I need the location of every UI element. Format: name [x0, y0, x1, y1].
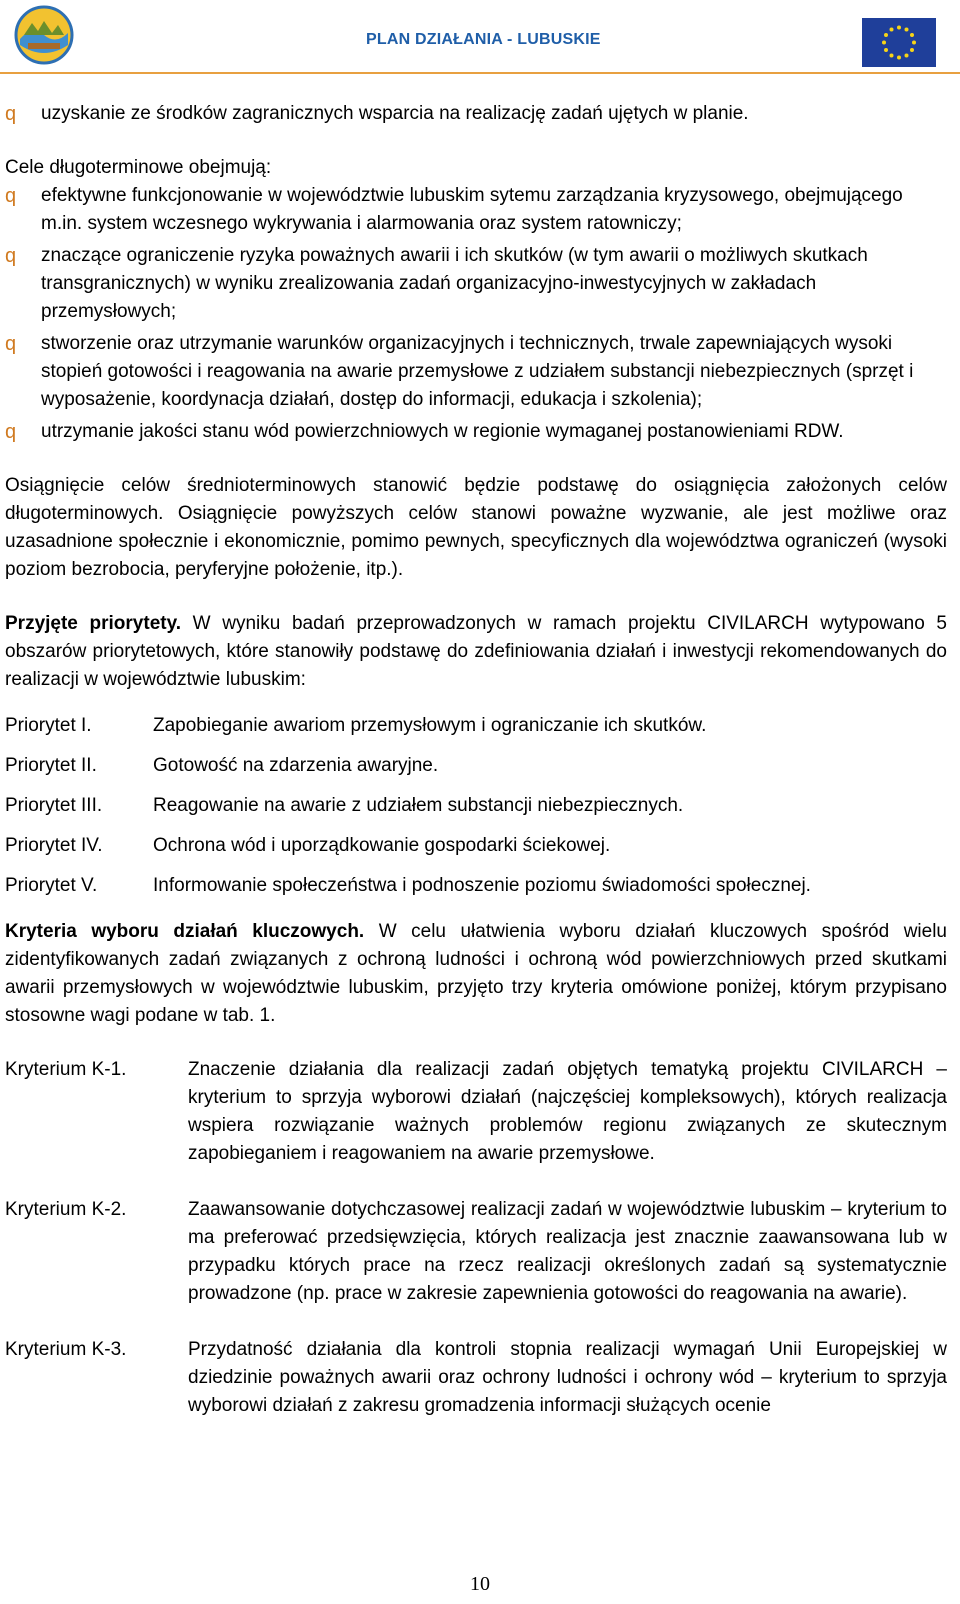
priority-row: Priorytet I. Zapobieganie awariom przemysłowym i ograniczanie ich skutków.	[5, 715, 707, 736]
bullet-icon: q	[5, 421, 17, 443]
list-item: q utrzymanie jakości stanu wód powierzchniowych w regionie wymaganej postanowieniami RDW.	[5, 418, 947, 446]
page-number: 10	[470, 1573, 490, 1595]
list-item: q uzyskanie ze środków zagranicznych wsparcia na realizację zadań ujętych w planie.	[5, 100, 947, 128]
header-divider	[0, 72, 960, 74]
eu-flag-icon	[862, 18, 936, 67]
priority-row: Priorytet III. Reagowanie na awarie z udziałem substancji niebezpiecznych.	[5, 795, 684, 816]
list-item: q efektywne funkcjonowanie w województwie lubuskim sytemu zarządzania kryzysowego, obejmującego m.in. system wczesnego wykrywania i alarmowania oraz system ratowniczy;	[5, 182, 947, 238]
bullet-icon: q	[5, 245, 17, 267]
list-item: q znaczące ograniczenie ryzyka poważnych awarii i ich skutków (w tym awarii o możliwych skutkach transgranicznych) w wyniku zrealizowania zadań organizacyjno-inwestycyjnych w zakładach przemysłowych;	[5, 242, 947, 326]
bullet-icon: q	[5, 103, 17, 125]
list-item: q stworzenie oraz utrzymanie warunków organizacyjnych i technicznych, trwale zapewniających wysoki stopień gotowości i reagowania na awarie przemysłowe z udziałem substancji niebezpiecznych (sprzęt i wyposażenie, koordynacja działań, dostęp do informacji, edukacja i szkolenia);	[5, 330, 947, 414]
lubuskie-logo	[14, 5, 74, 65]
criterion-row: Kryterium K-2. Zaawansowanie dotychczasowej realizacji zadań w województwie lubuskim – kryterium to ma preferować przedsięwzięcia, których realizacja jest znacznie zaawansowana lub w przypadku których prace na rzecz realizacji określonych zadań są systematycznie prowadzone (np. prace w zakresie zapewnienia gotowości do reagowania na awarie).	[5, 1199, 947, 1304]
criterion-row: Kryterium K-1. Znaczenie działania dla realizacji zadań objętych tematyką projektu CIVILARCH – kryterium to sprzyja wyborowi działań (najczęściej kompleksowych), których realizacja wspiera rozwiązanie ważnych problemów regionu związanych ze skutecznym zapobieganiem i reagowaniem na awarie przemysłowe.	[5, 1059, 947, 1164]
header-title: PLAN DZIAŁANIA - LUBUSKIE	[366, 31, 601, 48]
priority-row: Priorytet IV. Ochrona wód i uporządkowanie gospodarki ściekowej.	[5, 835, 611, 856]
page-header	[0, 0, 960, 78]
page-content	[5, 100, 947, 1448]
priority-row: Priorytet V. Informowanie społeczeństwa i podnoszenie poziomu świadomości społecznej.	[5, 875, 811, 896]
priority-row: Priorytet II. Gotowość na zdarzenia awaryjne.	[5, 755, 439, 776]
criteria-intro: Kryteria wyboru działań kluczowych. W celu ułatwienia wyboru działań kluczowych spośród wielu zidentyfikowanych zadań związanych z ochroną ludności i ochroną wód powierzchniowych przed skutkami awarii przemysłowych w województwie lubuskim, przyjęto trzy kryteria omówione poniżej, którym przypisano stosowne wagi podane w tab. 1.	[5, 921, 947, 1026]
bullet-icon: q	[5, 333, 17, 355]
criterion-row: Kryterium K-3. Przydatność działania dla kontroli stopnia realizacji wymagań Unii Europejskiej w dziedzinie poważnych awarii oraz ochrony ludności i ochrony wód – kryterium to sprzyja wyborowi działań z zakresu gromadzenia informacji służących ocenie	[5, 1339, 947, 1416]
long-term-heading: Cele długoterminowe obejmują:	[5, 157, 272, 178]
priorities-intro: Przyjęte priorytety. W wyniku badań przeprowadzonych w ramach projektu CIVILARCH wytypowano 5 obszarów priorytetowych, które stanowiły podstawę do zdefiniowania działań i inwestycji rekomendowanych do realizacji w województwie lubuskim:	[5, 613, 947, 690]
paragraph: Osiągnięcie celów średnioterminowych stanowić będzie podstawę do osiągnięcia założonych celów długoterminowych. Osiągnięcie powyższych celów stanowi poważne wyzwanie, ale jest możliwe oraz uzasadnione społecznie i ekonomicznie, pomimo pewnych, specyficznych dla województwa ograniczeń (wysoki poziom bezrobocia, peryferyjne położenie, itp.).	[5, 475, 947, 580]
bullet-icon: q	[5, 185, 17, 207]
